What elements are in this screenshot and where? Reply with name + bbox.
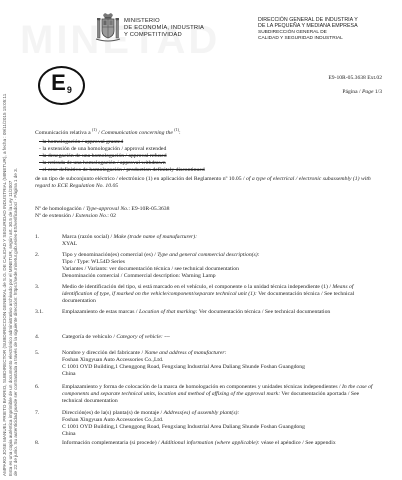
page-label-en: Page xyxy=(361,89,374,95)
extension-number-line: Nº de extensión / Extension No.: 02 xyxy=(35,213,116,219)
option-approval-refused: - la denegación de una homologación / approval refused xyxy=(39,153,167,159)
item-number: 7. xyxy=(35,410,40,416)
approval-number-line: Nº de homologación / Type-approval No.: E9-10R-05.3638 xyxy=(35,206,170,212)
item-label-es: Marca (razón social) xyxy=(62,234,110,240)
item-number: 8. xyxy=(35,440,40,446)
item-label-en: Additional information (where applicable): xyxy=(161,440,260,446)
plant-address: C 1001 OYD Building,1 Chenggong Road, Fengxiang Industrial Area Daliang Shunde Foshan Guangdong xyxy=(62,424,305,430)
approval-number-value: E9-10R-05.3638 xyxy=(131,206,170,212)
document-page: AMPARO JOSE MANUEL PRIETO BARRIO, SUBDIRECTOR (SUBDIRECCION GENERAL de S.G. DE CALIDAD Y SEGURIDAD INDUSTRIAL (MINETUR), a fecha : 09/11/2015 15:05:11 Esta es una copia auténtica imprimible de un documento electrónico administrativo archivado por el MINETUR, según art. 30.5 de la Ley 11/2007 de 22 de junio. Su autenticidad puede ser contrastada a través de la siguiente dirección: https://sede.minetur.gob.es/es-ES/verificadoc/ · Página 1 de 3. MINISTERIO DE ECONOMÍA, INDUSTRIA Y COMPETITIVIDAD DIRECCIÓN GENERAL DE INDUSTRIA Y DE LA PEQUEÑA Y MEDIANA EMPRESA SUBDIRECCIÓN GENERAL DE CALIDAD Y SEGURIDAD INDUSTRIAL $E^9$ E9-10R-05.3638 Ext.02 Página / Page 1/3 Comunicación relativa a $^{(1)}$ / Communication concerning the $^{(1)}$: - la homologación / approval granted - la extensión de una homologación / approval extended - la denegación de una homologación / approval refused - la retirada de una homologación / approval withdrawn - el cese definitivo de homologación / production definitely discontinued de un tipo de subconjunto eléctrico / electrónico (1) en aplicación del Reglamento nº 10.05 / of a type of electrical / electronic subassembly (1) with regard to ECE Regulation No. 10.05 Nº de homologación / Type-approval No.: E9-10R-05.3638 Nº de extensión / Extension No.: 02 1. Marca (razón social) / Make (trade name of manufacturer): XYAL 2. Tipo y denominación(es) comercial (es) / Type and general commercial description(s): Tipo / Type: WL54D Series Variantes / Variants: ver documentación técnica / see technical documentation Denominación comercial / Commercial description: Warning Lamp 3. Medio de identificación del tipo, si está marcado en el vehículo, el componente o la unidad técnica independiente (1) / Means of identification of type, if marked on the vehicle/component/separate technical unit (1): Ver documentación técnica / See technical documentation 3.1. Emplazamiento de estas marcas / Location of that marking: Ver documentación técnica / See technical documentation 4. Categoría de vehículo / Category of vehicle: --- 5. Nombre y dirección del fabricante / Name and address of manufacturer: Foshan Xingyuan Auto Accessories Co.,Ltd. C 1001 OYD Building,1 Chenggong Road, Fengxiang Industrial Area Daliang Shunde Foshan Guangdong China 6. Emplazamiento y forma de colocación de la marca de homologación en componentes y unidades técnicas independientes / In the case of components and separate technical units, location and method of affixing of the approval mark: Ver documentación aportada / See technical documentation 7. Dirección(es) de la(s) planta(s) de montaje / Address(es) of assembly plant(s): Foshan Xingyuan Auto Accessories Co.,Ltd. C 1001 OYD Building,1 Chenggong Road, Fengxiang Industrial Area Daliang Shunde Foshan Guangdong China 8. Información complementaria (si procede) / Additional information (where applicable): véase el apéndice / See appendix xyxy=(0,0,402,480)
extension-number-label-es: Nº de extensión xyxy=(35,213,71,219)
communication-note-en: (1) xyxy=(174,127,179,132)
item-label-es: Nombre y dirección del fabricante xyxy=(62,350,141,356)
e-approval-mark xyxy=(38,66,84,104)
item-label-es: Información complementaria (si procede) xyxy=(62,440,157,446)
item-label-es: Dirección(es) de la(s) planta(s) de montaje xyxy=(62,410,160,416)
approval-reference: E9-10R-05.3638 Ext.02 xyxy=(328,75,382,81)
item-number: 3.1. xyxy=(35,309,44,315)
intro-en: of a type of electrical / electronic subassembly (1) with regard to ECE Regulation No. 10.05 xyxy=(35,176,371,189)
item-value: XYAL xyxy=(62,241,78,247)
item-commercial-description: Denominación comercial / Commercial description: Warning Lamp xyxy=(62,273,216,279)
approval-number-label-es: Nº de homologación xyxy=(35,206,82,212)
communication-line: Comunicación relativa a $^{(1)}$ / Communication concerning the $^{(1)}$: xyxy=(35,127,181,136)
option-approval-withdrawn: - la retirada de una homologación / approval withdrawn xyxy=(39,160,166,166)
directorate-line-1: DIRECCIÓN GENERAL DE INDUSTRIA Y xyxy=(258,17,358,23)
manufacturer-country: China xyxy=(62,371,76,377)
verification-line-3: de 22 de junio. Su autenticidad puede ser contrastada a través de la siguiente dirección: https://sede.minetur.gob.es/es-ES/verificadoc/ · Página 1 de 3. xyxy=(13,168,19,476)
item-number: 1. xyxy=(35,234,40,240)
approval-mark-letter: E xyxy=(51,70,66,95)
directorate-line-4: CALIDAD Y SEGURIDAD INDUSTRIAL xyxy=(258,35,343,41)
communication-en: Communication concerning the xyxy=(101,129,173,136)
item-label-en: Type and general commercial description(s): xyxy=(157,252,260,258)
item-label-es: Emplazamiento y forma de colocación de la marca de homologación en componentes y unidades técnicas independientes xyxy=(62,384,338,390)
directorate-line-2: DE LA PEQUEÑA Y MEDIANA EMPRESA xyxy=(258,23,358,30)
plant-name: Foshan Xingyuan Auto Accessories Co.,Ltd. xyxy=(62,417,164,423)
item-label-en: Make (trade name of manufacturer): xyxy=(113,234,197,240)
coat-of-arms-icon xyxy=(96,12,120,44)
item-type: Tipo / Type: WL54D Series xyxy=(62,259,126,265)
page-number: 1/3 xyxy=(374,89,382,95)
option-approval-extended: - la extensión de una homologación / approval extended xyxy=(39,146,167,152)
item-value: --- xyxy=(164,334,170,340)
item-label-es: Emplazamiento de estas marcas xyxy=(62,309,135,315)
item-value: Ver documentación aportada / See technical documentation xyxy=(62,391,360,404)
intro-es: de un tipo de subconjunto eléctrico / electrónico (1) en aplicación del Reglamento nº 10.05 / xyxy=(35,176,245,182)
item-number: 6. xyxy=(35,384,40,390)
ministry-line-1: MINISTERIO xyxy=(124,18,160,24)
item-label-en: In the case of components and separate technical units, location and method of affixing of the approval mark: xyxy=(62,384,373,397)
item-label-es: Categoría de vehículo xyxy=(62,334,112,340)
item-value: véase el apéndice / See appendix xyxy=(260,440,336,446)
item-number: 3. xyxy=(35,284,40,290)
directorate-line-3: SUBDIRECCIÓN GENERAL DE xyxy=(258,29,327,35)
item-number: 5. xyxy=(35,350,40,356)
option-production-discontinued: - el cese definitivo de homologación / production definitely discontinued xyxy=(39,167,205,173)
extension-number-value: 02 xyxy=(110,213,116,219)
approval-mark-number: 9 xyxy=(66,85,72,95)
communication-options xyxy=(39,139,205,174)
item-label-en: Location of that marking: xyxy=(138,309,198,315)
ministry-line-2: DE ECONOMÍA, INDUSTRIA xyxy=(124,24,205,31)
directorate-name xyxy=(258,17,390,42)
page-indicator: Página / Page 1/3 xyxy=(342,89,382,95)
page-label-es: Página xyxy=(342,89,358,95)
extension-number-label-en: Extension No. xyxy=(75,213,108,219)
item-label-en: Means of identification of type, if marked on the vehicle/component/separate technical unit (1): xyxy=(62,284,354,297)
plant-country: China xyxy=(62,431,76,437)
verification-line-1: AMPARO JOSE MANUEL PRIETO BARRIO, SUBDIRECTOR (SUBDIRECCION GENERAL de S.G. DE CALIDAD Y SEGURIDAD INDUSTRIAL (MINETUR), a fecha : 09/11/2015 15:05:11 xyxy=(2,93,7,476)
verification-line-2: Esta es una copia auténtica imprimible de un documento electrónico administrativo archivado por el MINETUR, según art. 30.5 de la Ley 11/2007 xyxy=(7,180,13,476)
item-variants: Variantes / Variants: ver documentación técnica / see technical documentation xyxy=(62,266,239,272)
communication-es: Comunicación relativa a xyxy=(35,129,91,136)
item-value: Ver documentación técnica / See technical documentation xyxy=(62,291,355,304)
option-approval-granted: - la homologación / approval granted xyxy=(39,139,124,145)
regulation-intro xyxy=(35,176,380,190)
item-number: 2. xyxy=(35,252,40,258)
approval-number-label-en: Type-approval No. xyxy=(86,206,129,212)
communication-note-es: (1) xyxy=(92,127,97,132)
item-number: 4. xyxy=(35,334,40,340)
item-label-es: Tipo y denominación(es) comercial (es) xyxy=(62,252,153,258)
ministry-name xyxy=(124,18,234,38)
item-label-en: Name and address of manufacturer: xyxy=(144,350,227,356)
item-value: Ver documentación técnica / See technical documentation xyxy=(198,309,331,315)
manufacturer-address: C 1001 OYD Building,1 Chenggong Road, Fengxiang Industrial Area Daliang Shunde Foshan Guangdong xyxy=(62,364,305,370)
manufacturer-name: Foshan Xingyuan Auto Accessories Co.,Ltd. xyxy=(62,357,164,363)
ministry-line-3: Y COMPETITIVIDAD xyxy=(124,31,182,38)
verification-sidebar xyxy=(2,8,19,478)
verification-text xyxy=(2,8,19,476)
item-label-en: Address(es) of assembly plant(s): xyxy=(163,410,240,416)
item-label-en: Category of vehicle: xyxy=(116,334,163,340)
item-label-es: Medio de identificación del tipo, si está marcado en el vehículo, el componente o la unidad técnica independiente (1) xyxy=(62,284,328,290)
